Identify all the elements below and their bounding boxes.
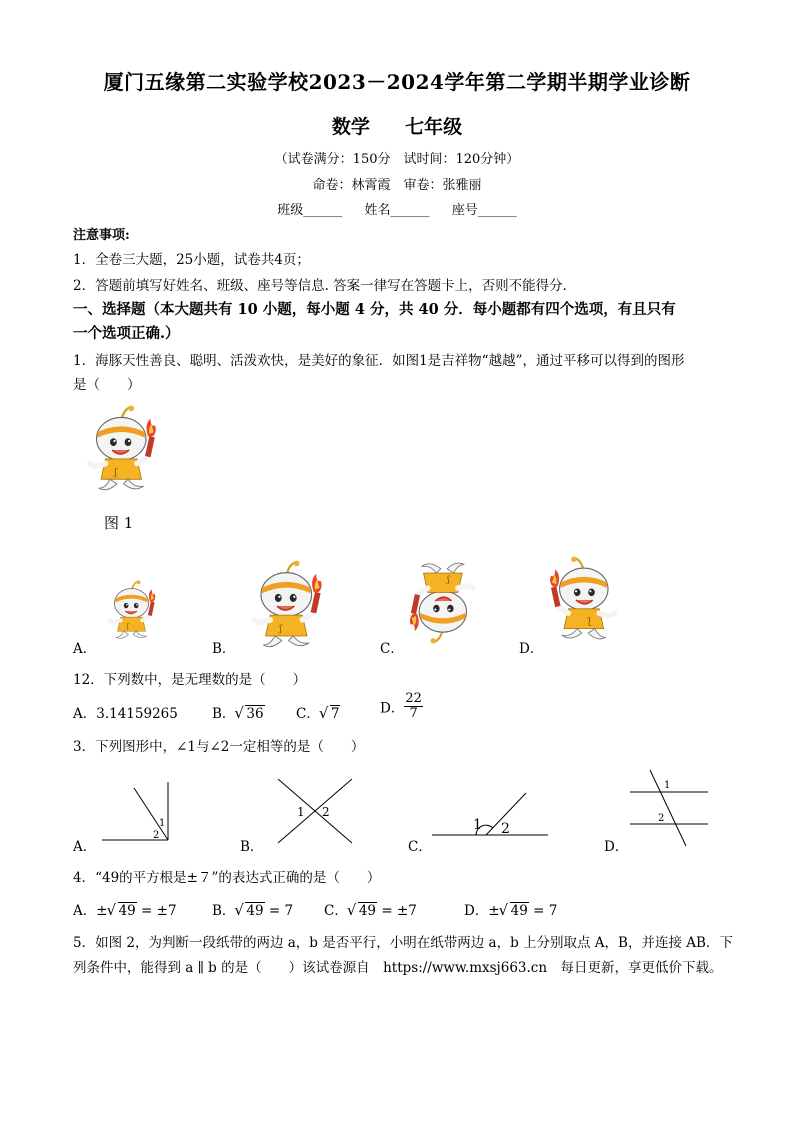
q2-option-a[interactable] — [73, 702, 178, 722]
q2-option-b-radicand: 36 — [246, 706, 264, 722]
q3-option-a-figure[interactable] — [98, 780, 178, 844]
seat-label: 座号 — [451, 203, 478, 218]
sqrt-symbol — [320, 706, 341, 722]
q4-option-d-label: D． — [464, 903, 489, 919]
q1-option-a-mascot[interactable] — [100, 580, 160, 642]
sqrt-symbol — [108, 903, 137, 919]
q3-option-d-label: D． — [604, 839, 629, 855]
angle-2-label: 2 — [501, 821, 510, 837]
q3-option-c-label: C． — [408, 839, 432, 855]
name-label: 姓名 — [364, 203, 391, 218]
q4-option-a[interactable] — [73, 899, 177, 919]
seat-blank[interactable]: ______ — [477, 203, 517, 218]
q5-text-line1: 5．如图 2，为判断一段纸带的两边 a，b 是否平行，小明在纸带两边 a，b 上分别取点 A，B，并连接 AB．下 — [73, 935, 733, 951]
section1-heading-line2: 一个选项正确.） — [73, 325, 180, 342]
angle-1-label: 1 — [664, 780, 671, 791]
value: 7 — [548, 903, 558, 919]
q5-text-line2: 列条件中，能得到 a ∥ b 的是（ ）该试卷源自 https://www.mxsj663.cn 每日更新，享更低价下载。 — [73, 960, 723, 976]
q2-option-b[interactable] — [212, 702, 265, 722]
q2-text: 12．下列数中，是无理数的是（ ） — [73, 672, 307, 688]
page-title: 厦门五缘第二实验学校2023－2024学年第二学期半期学业诊断 — [103, 70, 691, 94]
figure-1-caption: 图 1 — [104, 514, 134, 532]
student-info-line — [0, 199, 794, 218]
angle-2-label: 2 — [153, 830, 160, 841]
q2-option-c[interactable] — [296, 702, 340, 722]
radicand: 49 — [510, 903, 528, 919]
subject: 数学 — [331, 116, 370, 138]
q2-option-d-denominator: 7 — [409, 706, 418, 721]
q2-option-d-label: D． — [380, 700, 405, 717]
q3-option-b-label: B． — [240, 839, 264, 855]
value: ±7 — [156, 903, 177, 919]
name-blank[interactable]: ______ — [390, 203, 430, 218]
plus-minus: ± — [96, 903, 108, 919]
class-blank[interactable]: ______ — [303, 203, 343, 218]
q1-option-d-label: D． — [519, 641, 544, 657]
q2-option-a-value: 3.14159265 — [96, 706, 178, 722]
q1-text-line2: 是（ ） — [73, 377, 141, 393]
radicand: 49 — [246, 903, 264, 919]
q1-option-b-label: B． — [212, 641, 236, 657]
figure-1-mascot — [78, 405, 160, 495]
angle-1-label: 1 — [473, 817, 482, 833]
notes-heading: 注意事项: — [73, 228, 130, 243]
radicand: 49 — [358, 903, 377, 919]
q4-text: 4．“49的平方根是±７”的表达式正确的是（ ） — [73, 870, 381, 886]
q4-option-b-label: B． — [212, 903, 236, 919]
q2-option-d[interactable] — [380, 692, 423, 721]
q3-option-a-label: A． — [73, 839, 97, 855]
equals: = — [528, 903, 549, 919]
angle-1-label: 1 — [297, 805, 305, 819]
q4-option-a-label: A． — [73, 903, 97, 919]
q3-text: 3．下列图形中，∠1与∠2一定相等的是（ ） — [73, 739, 365, 755]
sqrt-symbol — [235, 706, 264, 722]
angle-2-label: 2 — [658, 813, 665, 824]
sqrt-symbol — [500, 903, 529, 919]
angle-2-label: 2 — [322, 805, 330, 819]
value: 7 — [284, 903, 294, 919]
plus-minus: ± — [488, 903, 500, 919]
value: ±7 — [396, 903, 417, 919]
grade: 七年级 — [405, 116, 463, 138]
exam-info: （试卷满分：150分 试时间：120分钟） — [274, 152, 520, 167]
sqrt-symbol — [348, 903, 377, 919]
q2-option-c-radicand: 7 — [330, 706, 340, 722]
equals: = — [136, 903, 157, 919]
q2-option-c-label: C． — [296, 706, 320, 722]
equals: = — [377, 903, 397, 919]
q2-option-b-label: B． — [212, 706, 236, 722]
equals: = — [264, 903, 285, 919]
radicand: 49 — [118, 903, 136, 919]
sqrt-symbol — [235, 903, 264, 919]
subject-grade — [0, 112, 794, 139]
q3-option-c-figure[interactable] — [428, 785, 553, 841]
q1-option-b-mascot[interactable] — [241, 560, 327, 652]
q2-option-d-numerator: 22 — [405, 691, 422, 706]
q3-option-b-figure[interactable] — [270, 775, 360, 847]
q3-option-d-figure[interactable] — [628, 768, 710, 848]
q1-text-line1: 1．海豚天性善良、聪明、活泼欢快，是美好的象征．如图1是吉祥物“越越”，通过平移可以得到的图形 — [73, 353, 685, 369]
q1-option-c-label: C． — [380, 641, 404, 657]
angle-1-label: 1 — [159, 818, 166, 829]
q4-option-b[interactable] — [212, 899, 293, 919]
class-label: 班级 — [277, 203, 304, 218]
q4-option-c-label: C． — [324, 903, 348, 919]
note-item-1: 1．全卷三大题，25小题，试卷共4页； — [73, 252, 310, 268]
note-item-2: 2．答题前填写好姓名、班级、座号等信息. 答案一律写在答题卡上，否则不能得分． — [73, 278, 577, 294]
q4-option-d[interactable] — [464, 899, 557, 919]
q1-option-c-mascot[interactable] — [405, 558, 485, 644]
q2-option-a-label: A． — [73, 706, 97, 722]
authors: 命卷：林霄霞 审卷：张雅丽 — [312, 178, 482, 193]
q1-option-a-label: A． — [73, 641, 97, 657]
q1-option-d-mascot[interactable] — [545, 556, 627, 644]
section1-heading-line1: 一、选择题（本大题共有 10 小题，每小题 4 分，共 40 分．每小题都有四个选项，有且只有 — [73, 301, 676, 318]
q4-option-c[interactable] — [324, 899, 417, 919]
fraction — [404, 692, 423, 721]
